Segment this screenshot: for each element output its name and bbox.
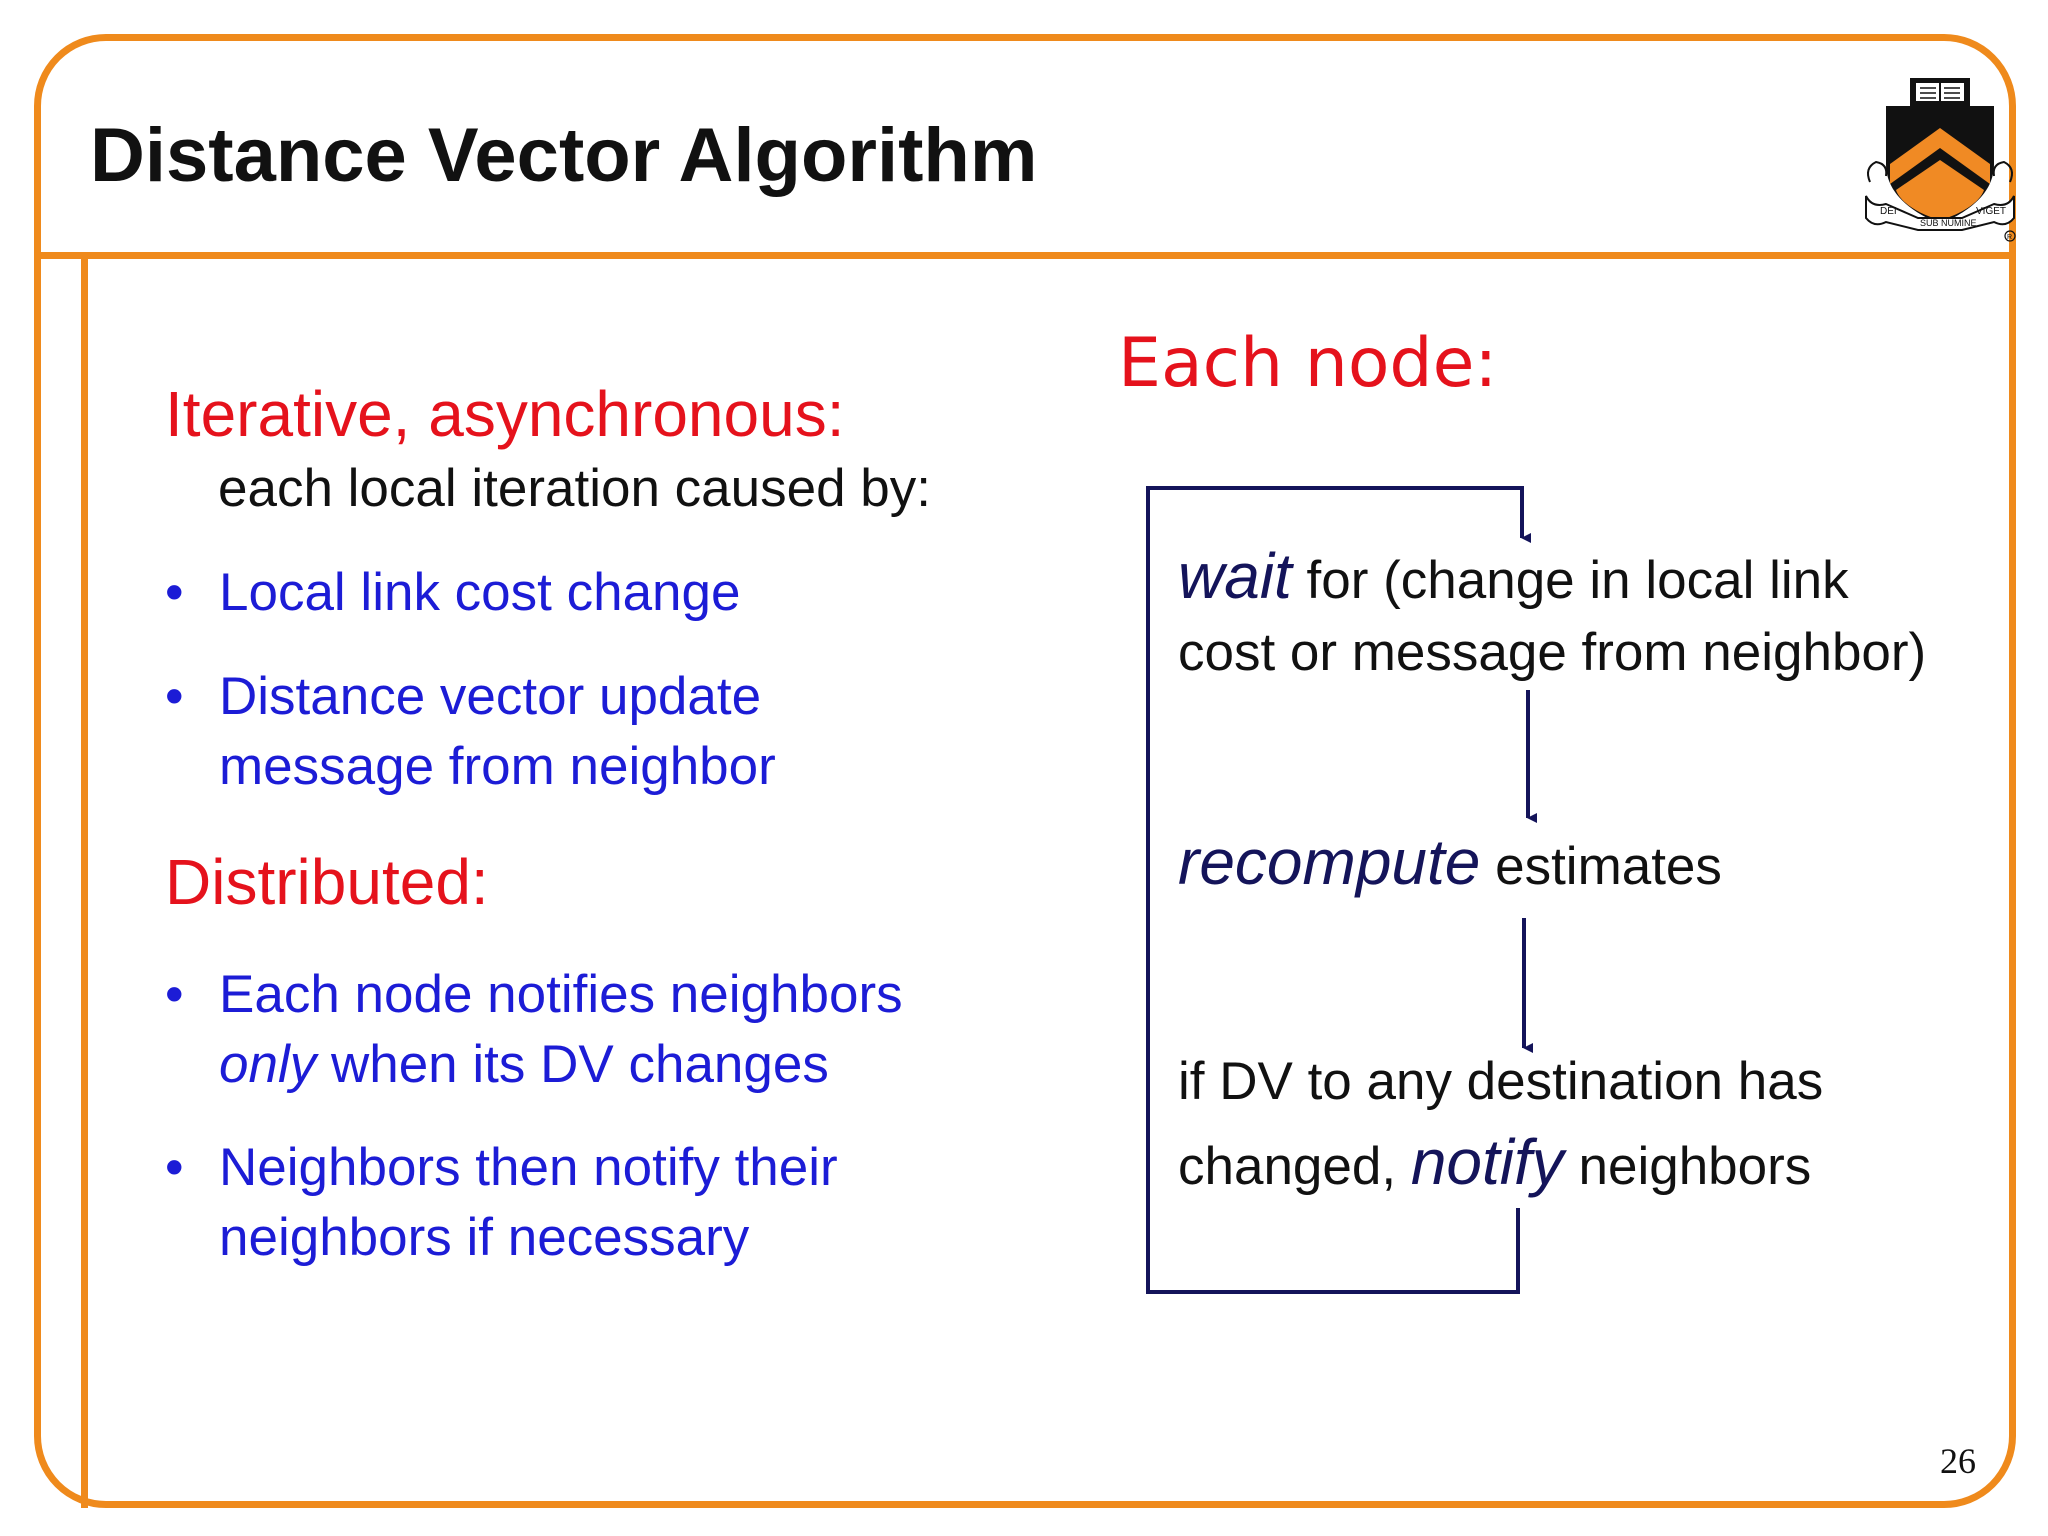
subline-iteration-cause: each local iteration caused by: — [218, 459, 931, 518]
bullet-text-line2-rest: when its DV changes — [316, 1035, 829, 1094]
bullet-each-node-notifies — [165, 960, 985, 1100]
logo-text-viget: VIGET — [1976, 206, 2007, 217]
step-recompute — [1178, 826, 1722, 903]
bullet-dot-icon: • — [165, 667, 184, 726]
bullet-dot-icon: • — [165, 965, 184, 1024]
bullet-neighbors-notify — [165, 1133, 985, 1273]
emphasis-only: only — [219, 1035, 317, 1094]
bullet-text: Local link cost change — [219, 563, 741, 622]
bullet-text-line2 — [219, 1030, 829, 1100]
bullet-dot-icon: • — [165, 1138, 184, 1197]
logo-text-sub-numine: SUB NUMINE — [1920, 218, 1977, 228]
step-wait-text: for (change in local link — [1291, 551, 1849, 610]
keyword-notify: notify — [1410, 1126, 1564, 1198]
bullet-local-link-cost — [165, 558, 985, 628]
step-wait — [1178, 540, 1926, 689]
bullet-dv-update — [165, 662, 985, 802]
step-recompute-text: estimates — [1480, 837, 1722, 896]
step-notify-line1: if DV to any destination has — [1178, 1052, 1824, 1111]
bullet-dot-icon: • — [165, 563, 184, 622]
bullet-text-line2: message from neighbor — [219, 737, 776, 796]
step-notify — [1178, 1042, 1823, 1207]
keyword-wait: wait — [1178, 540, 1292, 612]
heading-distributed: Distributed: — [165, 846, 489, 918]
heading-iterative-asynchronous: Iterative, asynchronous: — [165, 378, 845, 450]
heading-each-node: Each node: — [1118, 324, 1498, 403]
logo-text-dei: DEI — [1880, 206, 1897, 217]
step-notify-prefix: changed, — [1178, 1137, 1411, 1196]
slide-title: Distance Vector Algorithm — [90, 113, 1038, 198]
keyword-recompute: recompute — [1178, 826, 1481, 898]
step-wait-text-line2: cost or message from neighbor) — [1178, 623, 1927, 682]
header-divider — [34, 252, 2016, 259]
bullet-text-line2: neighbors if necessary — [219, 1208, 750, 1267]
princeton-shield-logo — [1860, 72, 2020, 242]
page-number: 26 — [1940, 1441, 1976, 1481]
step-notify-suffix: neighbors — [1563, 1137, 1812, 1196]
bullet-text-line1: Neighbors then notify their — [219, 1138, 838, 1197]
bullet-text-line1: Each node notifies neighbors — [219, 965, 903, 1024]
svg-text:R: R — [2007, 234, 2013, 241]
bullet-text-line1: Distance vector update — [219, 667, 762, 726]
left-accent-bar — [81, 252, 88, 1508]
